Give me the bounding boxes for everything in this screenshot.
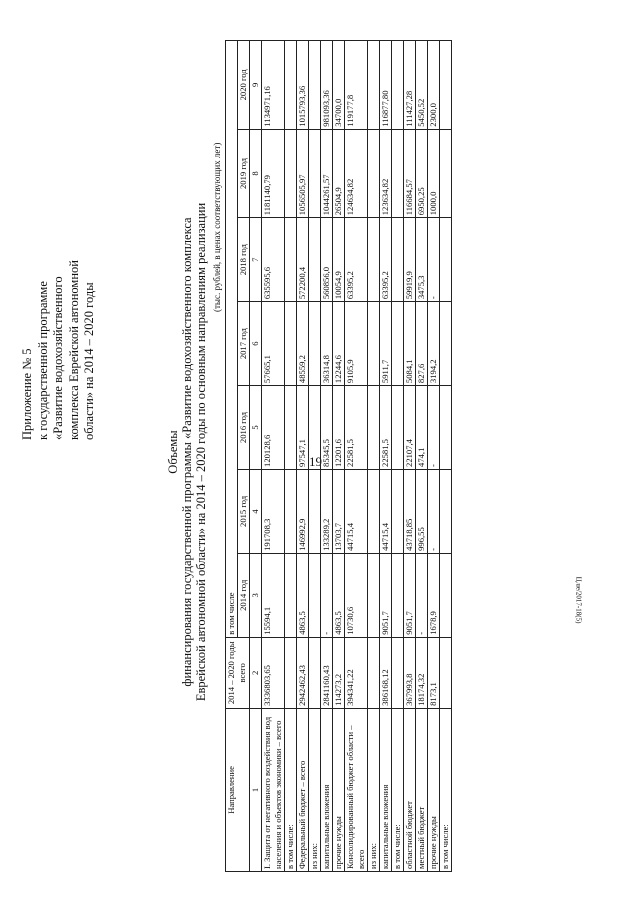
table-cell — [309, 129, 321, 218]
table-cell: 124634,82 — [345, 129, 368, 218]
table-cell — [392, 218, 404, 302]
table-cell: 133289,2 — [321, 469, 333, 553]
table-cell: 9051,7 — [404, 553, 416, 637]
table-cell — [309, 637, 321, 708]
table-cell — [392, 386, 404, 470]
column-number: 7 — [250, 218, 262, 302]
table-cell: 1181140,79 — [262, 129, 285, 218]
table-cell — [368, 469, 380, 553]
column-number: 8 — [250, 129, 262, 218]
table-cell: - — [428, 469, 440, 553]
table-cell: 1678,9 — [428, 553, 440, 637]
table-cell: - — [428, 218, 440, 302]
table-row — [262, 41, 285, 872]
table-cell — [440, 386, 452, 470]
row-label: из них: — [309, 708, 321, 871]
table-cell: 36314,8 — [321, 302, 333, 386]
table-cell: 13703,7 — [333, 469, 345, 553]
title-line: финансирования государственной программы «Развитие водохозяйственного комплекса — [180, 217, 194, 687]
column-number: 1 — [250, 708, 262, 871]
table-cell — [285, 129, 297, 218]
funding-table — [225, 40, 452, 872]
table-cell — [440, 302, 452, 386]
header-year: 2014 год — [238, 553, 250, 637]
row-label: в том числе: — [285, 708, 297, 871]
table-cell: 5450,52 — [416, 41, 428, 130]
page-number: 19 — [309, 454, 322, 469]
table-cell: 9051,7 — [380, 553, 392, 637]
table-cell — [309, 469, 321, 553]
table-cell: 191708,3 — [262, 469, 285, 553]
table-cell: 10730,6 — [345, 553, 368, 637]
table-cell — [440, 553, 452, 637]
appendix-line: Приложение № 5 — [20, 348, 34, 440]
table-cell: 48559,2 — [297, 302, 309, 386]
table-cell: 4863,5 — [333, 553, 345, 637]
table-cell — [392, 302, 404, 386]
table-cell — [309, 553, 321, 637]
row-label: Консолидированный бюджет области – всего — [345, 708, 368, 871]
table-cell — [368, 218, 380, 302]
table-row — [309, 41, 321, 872]
table-cell — [368, 386, 380, 470]
column-number: 4 — [250, 469, 262, 553]
table-cell: 1015793,36 — [297, 41, 309, 130]
appendix-line: области» на 2014 – 2020 годы — [82, 282, 96, 440]
table-cell: 394341,22 — [345, 637, 368, 708]
table-cell: 18174,32 — [416, 637, 428, 708]
table-cell — [285, 218, 297, 302]
header-year: 2017 год — [238, 302, 250, 386]
table-cell: 57665,1 — [262, 302, 285, 386]
table-cell: 3194,2 — [428, 302, 440, 386]
table-cell: 44715,4 — [380, 469, 392, 553]
table-cell: 560856,0 — [321, 218, 333, 302]
table-cell: 85345,5 — [321, 386, 333, 470]
table-cell: 3475,3 — [416, 218, 428, 302]
appendix-line: «Развитие водохозяйственного — [51, 276, 65, 440]
table-cell: 43718,85 — [404, 469, 416, 553]
table-cell — [440, 469, 452, 553]
table-cell: 827,6 — [416, 302, 428, 386]
table-cell: 1000,0 — [428, 129, 440, 218]
title-heading: Объемы — [166, 430, 180, 474]
header-year: 2016 год — [238, 386, 250, 470]
table-cell — [392, 129, 404, 218]
table-cell: 12201,6 — [333, 386, 345, 470]
row-label: капитальные вложения — [380, 708, 392, 871]
table-cell — [285, 637, 297, 708]
header-year: 2019 год — [238, 129, 250, 218]
row-label: в том числе: — [392, 708, 404, 871]
table-cell: 996,55 — [416, 469, 428, 553]
table-cell — [440, 218, 452, 302]
table-cell: 111427,28 — [404, 41, 416, 130]
table-row — [345, 41, 368, 872]
table-cell: 10054,9 — [333, 218, 345, 302]
row-label: в том числе: — [440, 708, 452, 871]
table-cell: 116684,57 — [404, 129, 416, 218]
table-cell — [392, 41, 404, 130]
table-cell — [309, 218, 321, 302]
units-note: (тыс. рублей, в ценах соответствующих лет) — [212, 142, 222, 312]
table-row — [428, 41, 440, 872]
table-cell: 8173,1 — [428, 637, 440, 708]
appendix-line: к государственной программе — [35, 281, 50, 440]
table-row — [404, 41, 416, 872]
table-cell — [392, 553, 404, 637]
table-cell: 15594,1 — [262, 553, 285, 637]
table-cell — [440, 637, 452, 708]
table-cell — [392, 469, 404, 553]
table-row — [321, 41, 333, 872]
table-cell: 63395,2 — [380, 218, 392, 302]
document-code: Ц.ue/2017-18(5) — [574, 576, 583, 624]
row-label: капитальные вложения — [321, 708, 333, 871]
table-cell: 146992,9 — [297, 469, 309, 553]
table-cell: 26504,9 — [333, 129, 345, 218]
table-cell — [285, 553, 297, 637]
column-number: 2 — [250, 637, 262, 708]
table-cell — [392, 637, 404, 708]
table-cell: 116877,80 — [380, 41, 392, 130]
table-cell: 63395,2 — [345, 218, 368, 302]
table-cell: 123634,82 — [380, 129, 392, 218]
table-cell — [309, 41, 321, 130]
table-cell — [309, 302, 321, 386]
table-cell: 120128,6 — [262, 386, 285, 470]
table-cell: 119177,8 — [345, 41, 368, 130]
table-cell: 2942462,43 — [297, 637, 309, 708]
row-label: прочие нужды — [428, 708, 440, 871]
table-row — [380, 41, 392, 872]
table-cell: 1044261,57 — [321, 129, 333, 218]
row-label: областной бюджет — [404, 708, 416, 871]
table-cell — [285, 386, 297, 470]
table-cell — [368, 129, 380, 218]
table-cell: 59919,9 — [404, 218, 416, 302]
header-year: 2020 год — [238, 41, 250, 130]
row-label: прочие нужды — [333, 708, 345, 871]
table-cell: 3336803,65 — [262, 637, 285, 708]
table-cell — [309, 386, 321, 470]
table-cell: 635595,6 — [262, 218, 285, 302]
table-cell: 2841160,43 — [321, 637, 333, 708]
table-cell: 34700,0 — [333, 41, 345, 130]
table-row — [416, 41, 428, 872]
table-cell: 22581,5 — [380, 386, 392, 470]
header-year: 2018 год — [238, 218, 250, 302]
row-label: I. Защита от негативного воздействия вод населения и объектов экономики – всего — [262, 708, 285, 871]
table-row — [285, 41, 297, 872]
table-cell: 97547,1 — [297, 386, 309, 470]
table-cell: - — [416, 553, 428, 637]
table-cell — [368, 553, 380, 637]
header-year: 2015 год — [238, 469, 250, 553]
table-cell — [368, 637, 380, 708]
table-cell — [368, 302, 380, 386]
table-cell: 5084,1 — [404, 302, 416, 386]
table-cell — [285, 469, 297, 553]
table-row — [297, 41, 309, 872]
table-cell: 6950,25 — [416, 129, 428, 218]
table-cell — [285, 41, 297, 130]
table-cell: 5911,7 — [380, 302, 392, 386]
row-label: Федеральный бюджет – всего — [297, 708, 309, 871]
table-row — [333, 41, 345, 872]
table-cell: 9105,9 — [345, 302, 368, 386]
header-total: 2014 – 2020 годы всего — [226, 637, 250, 708]
table-cell: 474,1 — [416, 386, 428, 470]
table-cell: 2300,0 — [428, 41, 440, 130]
table-cell: - — [428, 386, 440, 470]
table-cell — [440, 41, 452, 130]
row-label: местный бюджет — [416, 708, 428, 871]
title-line: Еврейской автономной области» на 2014 – 2020 годы по основным направлениям реализации — [194, 202, 208, 702]
table-row — [392, 41, 404, 872]
table-cell: 386168,12 — [380, 637, 392, 708]
table-cell — [368, 41, 380, 130]
appendix-block — [20, 140, 98, 440]
column-number: 9 — [250, 41, 262, 130]
row-label: из них: — [368, 708, 380, 871]
header-in-that: в том числе — [226, 41, 238, 638]
table-row — [368, 41, 380, 872]
table-row — [440, 41, 452, 872]
table-cell: 981093,36 — [321, 41, 333, 130]
table-cell: 22581,5 — [345, 386, 368, 470]
column-number: 3 — [250, 553, 262, 637]
table-cell — [440, 129, 452, 218]
column-number: 6 — [250, 302, 262, 386]
table-cell: 44715,4 — [345, 469, 368, 553]
column-number: 5 — [250, 386, 262, 470]
appendix-line: комплекса Еврейской автономной — [66, 260, 81, 440]
table-cell: 367993,8 — [404, 637, 416, 708]
header-direction: Направление — [226, 708, 250, 871]
table-cell: 114273,2 — [333, 637, 345, 708]
table-cell: 12244,6 — [333, 302, 345, 386]
table-cell: - — [321, 553, 333, 637]
rotated-document — [20, 32, 620, 872]
table-cell — [285, 302, 297, 386]
table-cell: 22107,4 — [404, 386, 416, 470]
table-cell: 1134971,16 — [262, 41, 285, 130]
table-cell: 1056505,97 — [297, 129, 309, 218]
table-cell: 572200,4 — [297, 218, 309, 302]
table-cell: 4863,5 — [297, 553, 309, 637]
